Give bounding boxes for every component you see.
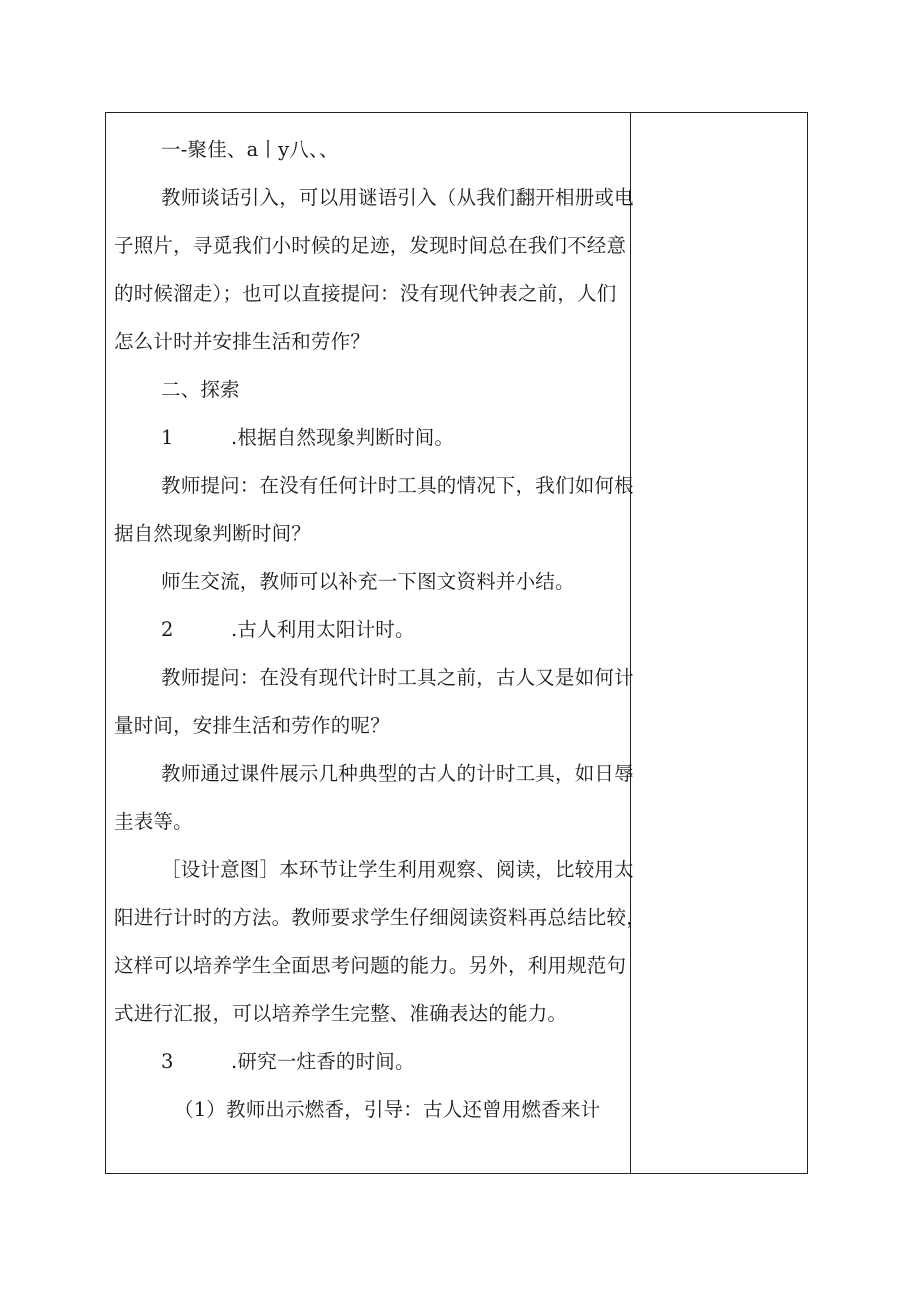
paragraph-line: 阳进行计时的方法。教师要求学生仔细阅读资料再总结比较， [114,906,646,929]
lesson-table [105,112,808,1174]
paragraph-line: 式进行汇报，可以培养学生完整、准确表达的能力。 [114,1002,568,1025]
lesson-content-cell [114,135,646,1125]
paragraph-line: （1）教师出示燃香，引导：古人还曾用燃香来计 [174,1098,601,1121]
subsection-heading-3 [114,1047,626,1077]
paragraph-line: 怎么计时并安排生活和劳作？ [114,330,371,353]
paragraph-line: 教师通过课件展示几种典型的古人的计时工具，如日辱 [161,762,634,785]
paragraph-line: 圭表等。 [114,810,193,833]
section-heading-intro: 一-聚佳、a丨y八、、 [161,138,339,161]
paragraph-line: ［设计意图］本环节让学生利用观察、阅读，比较用太 [161,858,634,881]
column-divider [630,113,631,1173]
paragraph-line: 据自然现象判断时间？ [114,522,312,545]
paragraph-line: 子照片，寻觅我们小时候的足迹，发现时间总在我们不经意 [114,234,627,257]
subsection-title: .古人利用太阳计时。 [231,618,415,641]
paragraph-line: 量时间，安排生活和劳作的呢？ [114,714,390,737]
subsection-title: .根据自然现象判断时间。 [231,426,455,449]
subsection-heading-1 [114,423,626,453]
paragraph-line: 这样可以培养学生全面思考问题的能力。另外，利用规范句 [114,954,627,977]
paragraph-line: 教师提问：在没有任何计时工具的情况下，我们如何根 [161,474,634,497]
subsection-heading-2 [114,615,626,645]
subsection-title: .研究一炷香的时间。 [231,1050,415,1073]
section-heading-explore: 二、探索 [161,378,240,401]
subsection-number: 1 [161,426,174,449]
notes-cell [634,113,807,1173]
subsection-number: 3 [161,1050,174,1073]
paragraph-line: 教师提问：在没有现代计时工具之前，古人又是如何计 [161,666,634,689]
subsection-number: 2 [161,618,174,641]
paragraph-line: 的时候溜走）；也可以直接提问：没有现代钟表之前，人们 [114,282,617,305]
paragraph-line: 师生交流，教师可以补充一下图文资料并小结。 [161,570,575,593]
paragraph-line: 教师谈话引入，可以用谜语引入（从我们翻开相册或电 [161,186,634,209]
